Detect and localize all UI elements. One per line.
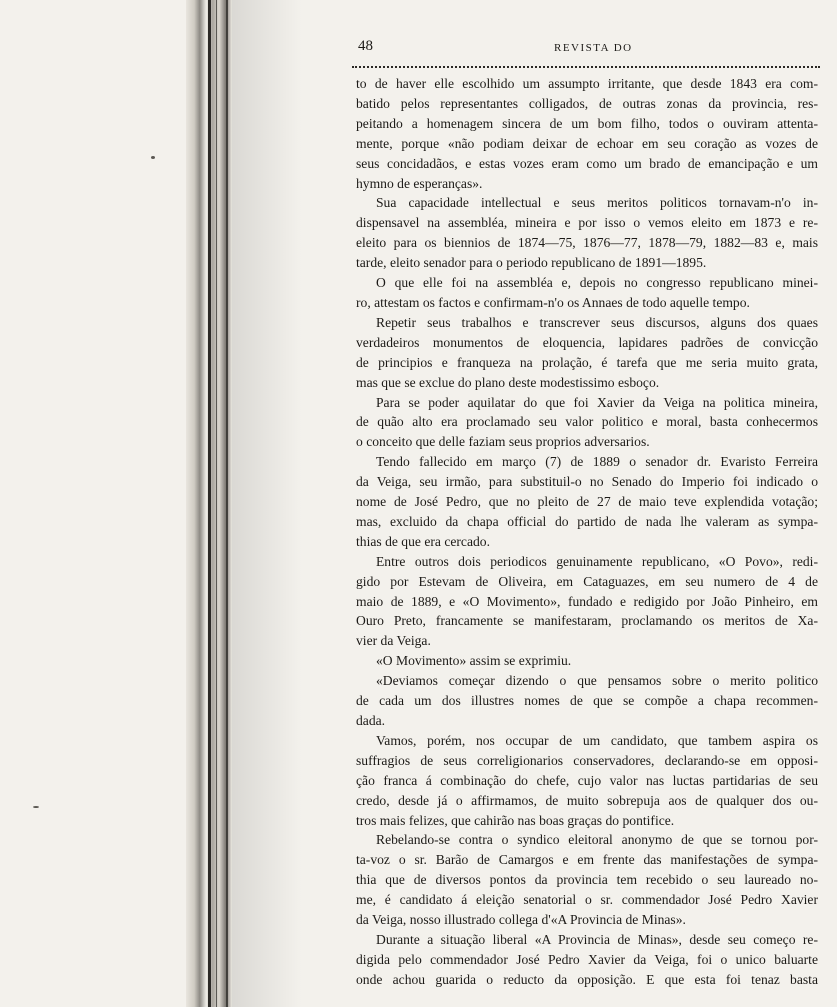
text-line: maio de 1889, e «O Movimento», fundado e redigido por João Pinheiro, em: [356, 593, 818, 609]
spine-crease: [208, 0, 211, 1007]
article-body: [356, 74, 818, 990]
text-line: onde achou guarida o reducto da opposição. E que esta foi tenaz basta: [356, 971, 818, 987]
text-line: hymno de esperanças».: [356, 175, 483, 191]
text-line: gido por Estevam de Oliveira, em Cataguazes, em seu numero de 4 de: [356, 573, 818, 589]
text-line: me, é candidato á eleição senatorial o sr. commendador José Pedro Xavier: [356, 892, 818, 908]
paragraph: [356, 452, 818, 552]
paragraph: [356, 731, 818, 831]
header-rule: [352, 66, 820, 68]
text-line: dada.: [356, 713, 386, 728]
text-line: tros mais felizes, que cahirão nas boas graças do pontifice.: [356, 812, 675, 828]
text-line: to de haver elle escolhido um assumpto irritante, que desde 1843 era com-: [356, 76, 818, 91]
text-line: credo, desde já o affirmamos, de muito sobrepuja aos de qualquer dos ou-: [356, 792, 818, 808]
running-head: REVISTA DO: [554, 42, 633, 54]
text-line: Para se poder aquilatar do que foi Xavier da Veiga na politica mineira,: [376, 394, 818, 410]
text-line: mas, excluido da chapa official do partido de nada lhe valeram as sympa-: [356, 513, 818, 529]
text-line: ção franca á combinação do chefe, cujo valor nas luctas partidarias de seu: [356, 772, 818, 788]
text-line: eleito para os biennios de 1874—75, 1876—77, 1878—79, 1882—83 e, mais: [356, 235, 818, 251]
paragraph: [356, 552, 818, 652]
text-line: O que elle foi na assembléa e, depois no congresso republicano minei-: [376, 275, 818, 291]
text-line: de cada um dos illustres nomes de que se compõe a chapa recommen-: [356, 693, 818, 709]
text-line: peitando a homenagem sincera de um bom filho, todos o ouviram attenta-: [356, 115, 818, 131]
text-line: digida pelo commendador José Pedro Xavier da Veiga, foi o unico baluarte: [356, 951, 818, 967]
paragraph: [356, 671, 818, 731]
text-line: thia que de diversos pontos da provincia tem recebido o seu laureado no-: [356, 872, 818, 888]
paragraph: [356, 651, 818, 671]
text-line: da Veiga, nosso illustrado collega d'«A Provincia de Minas».: [356, 912, 686, 928]
paper-speck: [33, 806, 39, 808]
spine-edge: [226, 0, 228, 1007]
text-line: vier da Veiga.: [356, 633, 431, 649]
text-line: Entre outros dois periodicos genuinamente republicano, «O Povo», redi-: [376, 553, 818, 569]
text-line: Vamos, porém, nos occupar de um candidato, que tambem aspira os: [376, 732, 818, 748]
text-line: nome de José Pedro, que no pleito de 27 de maio teve explendida votação;: [356, 494, 818, 510]
text-line: ro, attestam os factos e confirmam-n'o os Annaes de todo aquelle tempo.: [356, 294, 750, 310]
text-line: Ouro Preto, francamente se manifestaram, proclamando os meritos de Xa-: [356, 613, 818, 629]
page-header: [358, 38, 820, 64]
text-line: suffragios de seus correligionarios conservadores, declarando-se em opposi-: [356, 752, 818, 768]
paragraph: [356, 313, 818, 393]
text-line: thias de que era cercado.: [356, 533, 490, 549]
text-line: batido pelos representantes colligados, de outras zonas da provincia, res-: [356, 95, 818, 111]
text-line: seus concidadãos, e estas vozes eram como um brado de emancipação e um: [356, 155, 818, 171]
text-line: Tendo fallecido em março (7) de 1889 o senador dr. Evaristo Ferreira: [376, 454, 818, 470]
text-line: verdadeiros monumentos de eloquencia, lapidares padrões de convicção: [356, 334, 818, 350]
paragraph: [356, 830, 818, 930]
text-line: o conceito que delle faziam seus proprios adversarios.: [356, 434, 650, 450]
paragraph: [356, 930, 818, 990]
text-line: ta-voz o sr. Barão de Camargos e em frente das manifestações de sympa-: [356, 852, 818, 868]
spine-crease-fine: [216, 0, 217, 1007]
text-line: da Veiga, seu irmão, para substituil-o no Senado do Imperio foi indicado o: [356, 474, 818, 490]
text-line: «Deviamos começar dizendo o que pensamos sobre o merito politico: [376, 673, 818, 689]
text-line: Rebelando-se contra o syndico eleitoral anonymo de que se tornou por-: [376, 832, 818, 848]
paragraph: [356, 193, 818, 273]
paragraph: [356, 74, 818, 193]
text-line: «O Movimento» assim se exprimiu.: [376, 653, 572, 669]
gutter-shadow: [232, 0, 302, 1007]
text-line: de quão alto era proclamado seu valor politico e moral, basta conhecermos: [356, 414, 818, 430]
text-line: de principios e franqueza na prolação, é tarefa que me seria muito grata,: [356, 354, 818, 370]
paragraph: [356, 393, 818, 453]
text-line: Sua capacidade intellectual e seus meritos politicos tornavam-n'o in-: [376, 195, 818, 211]
text-line: mas que se exclue do plano deste modestissimo esboço.: [356, 374, 660, 390]
text-line: Durante a situação liberal «A Provincia de Minas», desde seu começo re-: [376, 931, 818, 947]
text-line: dispensavel na assembléa, mineira e por isso o vemos eleito em 1873 e re-: [356, 215, 818, 231]
page-number: 48: [358, 38, 373, 54]
paper-speck: [151, 156, 155, 159]
text-line: tarde, eleito senador para o periodo republicano de 1891—1895.: [356, 255, 707, 271]
paragraph: [356, 273, 818, 313]
text-line: mente, porque «não podiam deixar de echoar em seu coração as vozes de: [356, 135, 818, 151]
book-spine: [186, 0, 232, 1007]
text-line: Repetir seus trabalhos e transcrever seus discursos, alguns dos quaes: [376, 314, 818, 330]
